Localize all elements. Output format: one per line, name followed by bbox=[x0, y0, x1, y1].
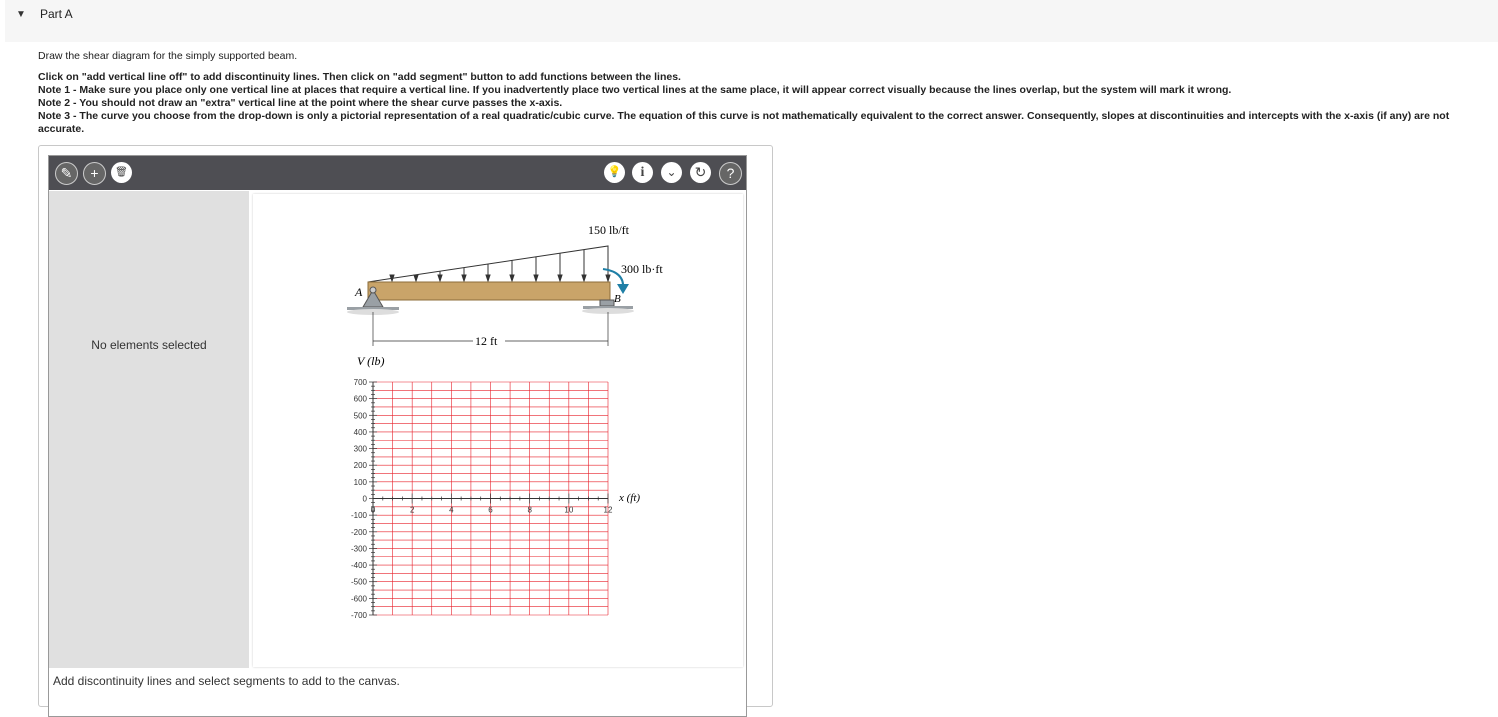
y-tick-label: -600 bbox=[350, 594, 367, 604]
beam-body bbox=[368, 282, 610, 300]
selection-status: No elements selected bbox=[91, 338, 207, 352]
chart-axes bbox=[369, 382, 608, 615]
reset-icon[interactable]: ↻ bbox=[690, 162, 711, 183]
y-tick-label: -300 bbox=[350, 544, 367, 554]
x-tick-label: 10 bbox=[564, 505, 574, 515]
note-3: Note 3 - The curve you choose from the drop-down is only a pictorial representation of a real quadratic/cubic curve. The equation of this curve is not mathematically equivalent to the correct answer. Consequently, slopes at discontinuities and intercepts with the x-axis (if any) are not accurate. bbox=[38, 110, 1450, 135]
y-tick-label: 300 bbox=[353, 444, 367, 454]
y-tick-label: -700 bbox=[350, 611, 367, 620]
note-1: Note 1 - Make sure you place only one vertical line at places that require a vertical line. If you inadvertently place two vertical lines at the same place, it will appear correct visually because the lines overlap, but the system will mark it wrong. bbox=[38, 84, 1232, 96]
note-2: Note 2 - You should not draw an "extra" vertical line at the point where the shear curve passes the x-axis. bbox=[38, 97, 563, 109]
y-tick-label: -200 bbox=[350, 527, 367, 537]
help-icon[interactable]: ? bbox=[719, 162, 742, 185]
canvas-svg[interactable] bbox=[253, 194, 743, 667]
y-tick-label: -100 bbox=[350, 511, 367, 521]
load-label: 150 lb/ft bbox=[588, 223, 629, 237]
status-message: Add discontinuity lines and select segments to add to the canvas. bbox=[53, 674, 400, 688]
x-tick-label: 6 bbox=[488, 505, 493, 515]
add-vertical-line-icon[interactable]: ✎ bbox=[55, 162, 78, 185]
x-axis-label: x (ft) bbox=[619, 492, 641, 504]
x-tick-label: 0 bbox=[370, 505, 376, 515]
info-icon[interactable]: i bbox=[632, 162, 653, 183]
properties-sidebar bbox=[49, 191, 249, 668]
span-label: 12 ft bbox=[475, 334, 498, 348]
add-segment-icon[interactable]: + bbox=[83, 162, 106, 185]
part-header[interactable] bbox=[5, 0, 1498, 42]
y-tick-label: 400 bbox=[353, 427, 367, 437]
chevron-down-icon[interactable]: ⌄ bbox=[661, 162, 682, 183]
x-tick-label: 2 bbox=[409, 505, 415, 515]
beam-figure bbox=[347, 223, 663, 348]
support-a-label: A bbox=[355, 285, 363, 299]
y-tick-label: 700 bbox=[353, 378, 367, 387]
toolbar bbox=[49, 156, 746, 190]
y-tick-label: -500 bbox=[350, 577, 367, 587]
x-tick-label: 8 bbox=[527, 505, 532, 515]
support-b-label: B bbox=[614, 293, 621, 305]
y-tick-label: 0 bbox=[362, 494, 367, 504]
roller-support-b bbox=[600, 300, 614, 306]
y-tick-label: 100 bbox=[353, 477, 367, 487]
drawing-canvas[interactable] bbox=[253, 194, 743, 667]
trash-icon[interactable]: 🗑 bbox=[111, 162, 132, 183]
x-tick-label: 12 bbox=[603, 505, 613, 515]
drawing-tool bbox=[48, 155, 747, 717]
shear-diagram-chart[interactable] bbox=[351, 354, 640, 620]
collapse-triangle-icon[interactable]: ▼ bbox=[16, 9, 26, 20]
y-tick-label: 600 bbox=[353, 394, 367, 404]
y-tick-label: 200 bbox=[353, 461, 367, 471]
instruction-line: Click on "add vertical line off" to add discontinuity lines. Then click on "add segment" button to add functions between the lines. bbox=[38, 71, 681, 83]
hint-lightbulb-icon[interactable]: 💡 bbox=[604, 162, 625, 183]
y-tick-labels bbox=[351, 378, 368, 620]
x-tick-label: 4 bbox=[449, 505, 454, 515]
moment-label: 300 lb·ft bbox=[621, 262, 663, 276]
question-prompt: Draw the shear diagram for the simply supported beam. bbox=[38, 50, 298, 62]
y-axis-label: V (lb) bbox=[357, 354, 385, 368]
part-title[interactable]: Part A bbox=[40, 7, 73, 21]
y-tick-label: 500 bbox=[353, 411, 367, 421]
y-tick-label: -400 bbox=[350, 561, 367, 571]
